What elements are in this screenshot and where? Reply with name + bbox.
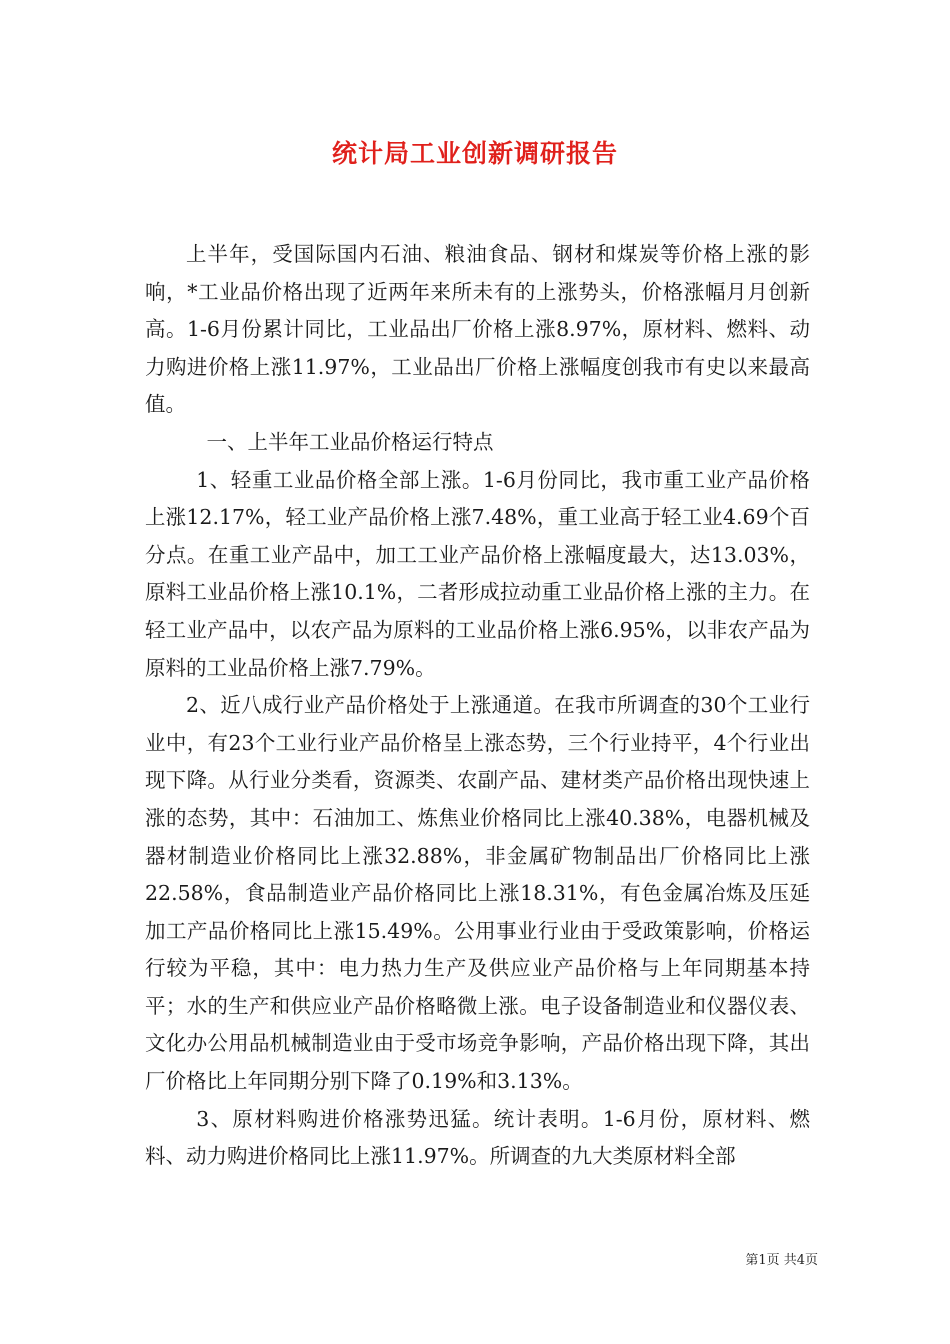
paragraph-point-1: 1、轻重工业品价格全部上涨。1-6月份同比，我市重工业产品价格上涨12.17%，轻工业产品价格上涨7.48%，重工业高于轻工业4.69个百分点。在重工业产品中，加工工业产品价格上涨幅度最大，达13.03%，原料工业品价格上涨10.1%，二者形成拉动重工业品价格上涨的主力。在轻工业产品中，以农产品为原料的工业品价格上涨6.95%，以非农产品为原料的工业品价格上涨7.79%。 [145, 467, 810, 680]
section-heading: 一、上半年工业品价格运行特点 [206, 429, 494, 454]
paragraph-intro: 上半年，受国际国内石油、粮油食品、钢材和煤炭等价格上涨的影响，*工业品价格出现了近两年来所未有的上涨势头，价格涨幅月月创新高。1-6月份累计同比，工业品出厂价格上涨8.97%，原材料、燃料、动力购进价格上涨11.97%，工业品出厂价格上涨幅度创我市有史以来最高值。 [145, 242, 810, 417]
document-title: 统计局工业创新调研报告 [331, 139, 618, 168]
page-number: 第1页 共4页 [745, 1253, 818, 1268]
paragraph-point-3: 3、原材料购进价格涨势迅猛。统计表明。1-6月份，原材料、燃料、动力购进价格同比上涨11.97%。所调查的九大类原材料全部 [145, 1106, 810, 1169]
paragraph-point-2: 2、近八成行业产品价格处于上涨通道。在我市所调查的30个工业行业中，有23个工业行业产品价格呈上涨态势，三个行业持平，4个行业出现下降。从行业分类看，资源类、农副产品、建材类产品价格出现快速上涨的态势，其中：石油加工、炼焦业价格同比上涨40.38%，电器机械及器材制造业价格同比上涨32.88%，非金属矿物制品出厂价格同比上涨22.58%，食品制造业产品价格同比上涨18.31%，有色金属冶炼及压延加工产品价格同比上涨15.49%。公用事业行业由于受政策影响，价格运行较为平稳，其中：电力热力生产及供应业产品价格与上年同期基本持平；水的生产和供应业产品价格略微上涨。电子设备制造业和仪器仪表、文化办公用品机械制造业由于受市场竞争影响，产品价格出现下降，其出厂价格比上年同期分别下降了0.19%和3.13%。 [145, 693, 810, 1094]
document-body [145, 236, 810, 1176]
